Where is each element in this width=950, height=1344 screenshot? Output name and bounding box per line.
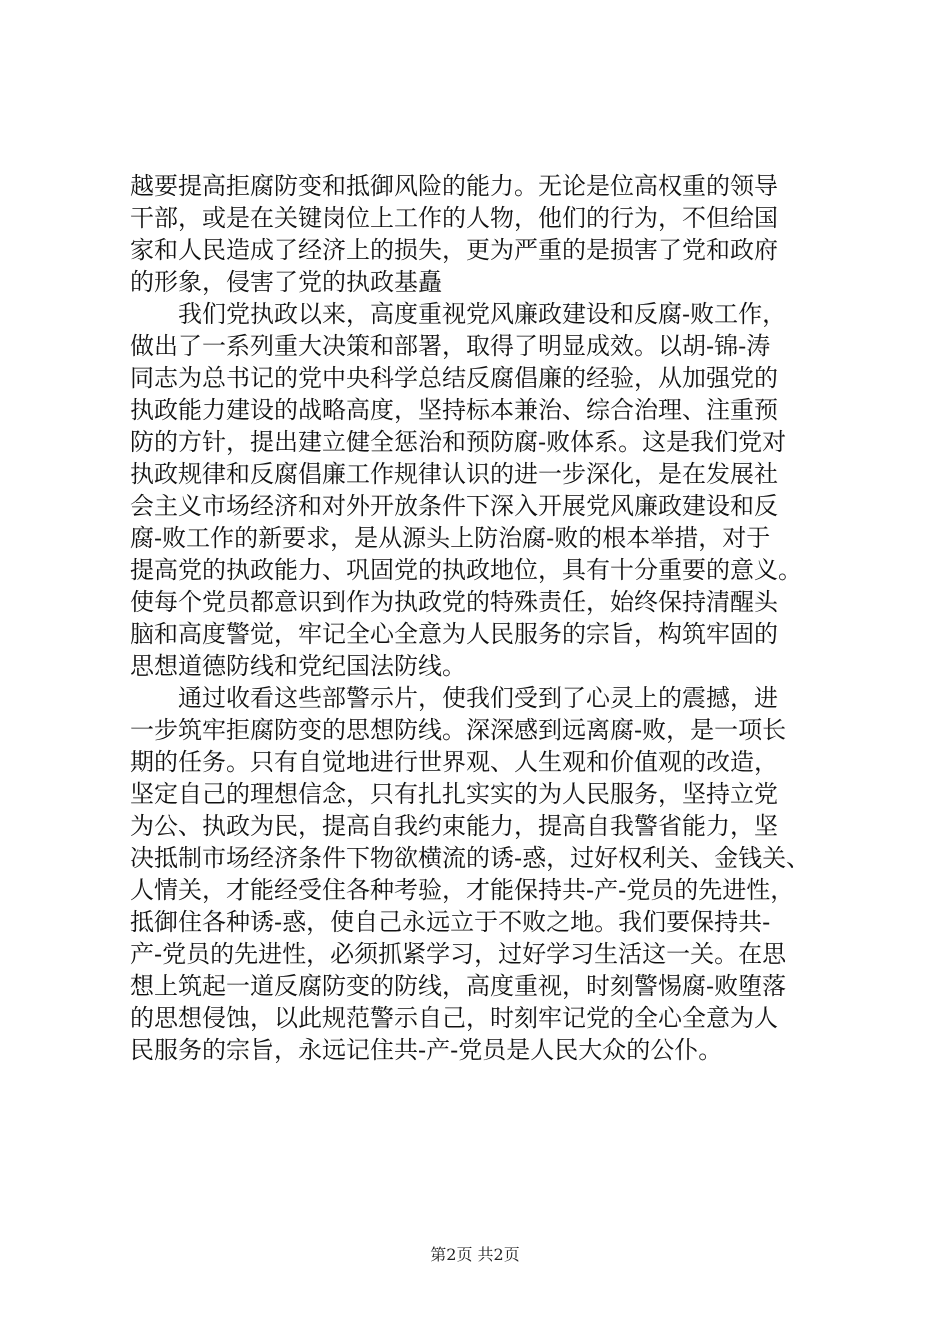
- text-line: 抵御住各种诱-惑，使自己永远立于不败之地。我们要保持共-: [130, 908, 771, 936]
- text-line: 执政规律和反腐倡廉工作规律认识的进一步深化，是在发展社: [130, 460, 778, 488]
- text-line: 决抵制市场经济条件下物欲横流的诱-惑，过好权利关、金钱关、: [130, 844, 811, 872]
- text-line: 我们党执政以来，高度重视党风廉政建设和反腐-败工作，: [130, 300, 787, 328]
- page-number-label: 第2页 共2页: [430, 1245, 520, 1264]
- text-line: 脑和高度警觉，牢记全心全意为人民服务的宗旨，构筑牢固的: [130, 620, 778, 648]
- text-line: 通过收看这些部警示片，使我们受到了心灵上的震撼，进: [130, 684, 778, 712]
- text-line: 期的任务。只有自觉地进行世界观、人生观和价值观的改造，: [130, 748, 778, 776]
- text-line: 人情关，才能经受住各种考验，才能保持共-产-党员的先进性，: [130, 876, 795, 904]
- text-line: 一步筑牢拒腐防变的思想防线。深深感到远离腐-败，是一项长: [130, 716, 787, 744]
- text-line: 坚定自己的理想信念，只有扎扎实实的为人民服务，坚持立党: [130, 780, 778, 808]
- body-text: [130, 170, 830, 1066]
- text-line: 想上筑起一道反腐防变的防线，高度重视，时刻警惕腐-败堕落: [130, 972, 787, 1000]
- text-line: 同志为总书记的党中央科学总结反腐倡廉的经验，从加强党的: [130, 364, 778, 392]
- text-line: 家和人民造成了经济上的损失，更为严重的是损害了党和政府: [130, 236, 778, 264]
- text-line: 腐-败工作的新要求，是从源头上防治腐-败的根本举措，对于: [130, 524, 771, 552]
- text-line: 干部，或是在关键岗位上工作的人物，他们的行为，不但给国: [130, 204, 778, 232]
- text-line: 提高党的执政能力、巩固党的执政地位，具有十分重要的意义。: [130, 556, 802, 584]
- text-line: 的思想侵蚀，以此规范警示自己，时刻牢记党的全心全意为人: [130, 1004, 778, 1032]
- text-line: 会主义市场经济和对外开放条件下深入开展党风廉政建设和反: [130, 492, 778, 520]
- page-footer: [0, 1244, 950, 1266]
- text-line: 产-党员的先进性，必须抓紧学习，过好学习生活这一关。在思: [130, 940, 787, 968]
- text-line: 思想道德防线和党纪国法防线。: [130, 652, 466, 680]
- text-line: 的形象，侵害了党的执政基矗: [130, 268, 442, 296]
- text-line: 防的方针，提出建立健全惩治和预防腐-败体系。这是我们党对: [130, 428, 787, 456]
- text-line: 执政能力建设的战略高度，坚持标本兼治、综合治理、注重预: [130, 396, 778, 424]
- text-line: 越要提高拒腐防变和抵御风险的能力。无论是位高权重的领导: [130, 172, 778, 200]
- text-line: 使每个党员都意识到作为执政党的特殊责任，始终保持清醒头: [130, 588, 778, 616]
- text-line: 为公、执政为民，提高自我约束能力，提高自我警省能力，坚: [130, 812, 778, 840]
- text-line: 做出了一系列重大决策和部署，取得了明显成效。以胡-锦-涛: [130, 332, 771, 360]
- text-line: 民服务的宗旨，永远记住共-产-党员是人民大众的公仆。: [130, 1036, 723, 1064]
